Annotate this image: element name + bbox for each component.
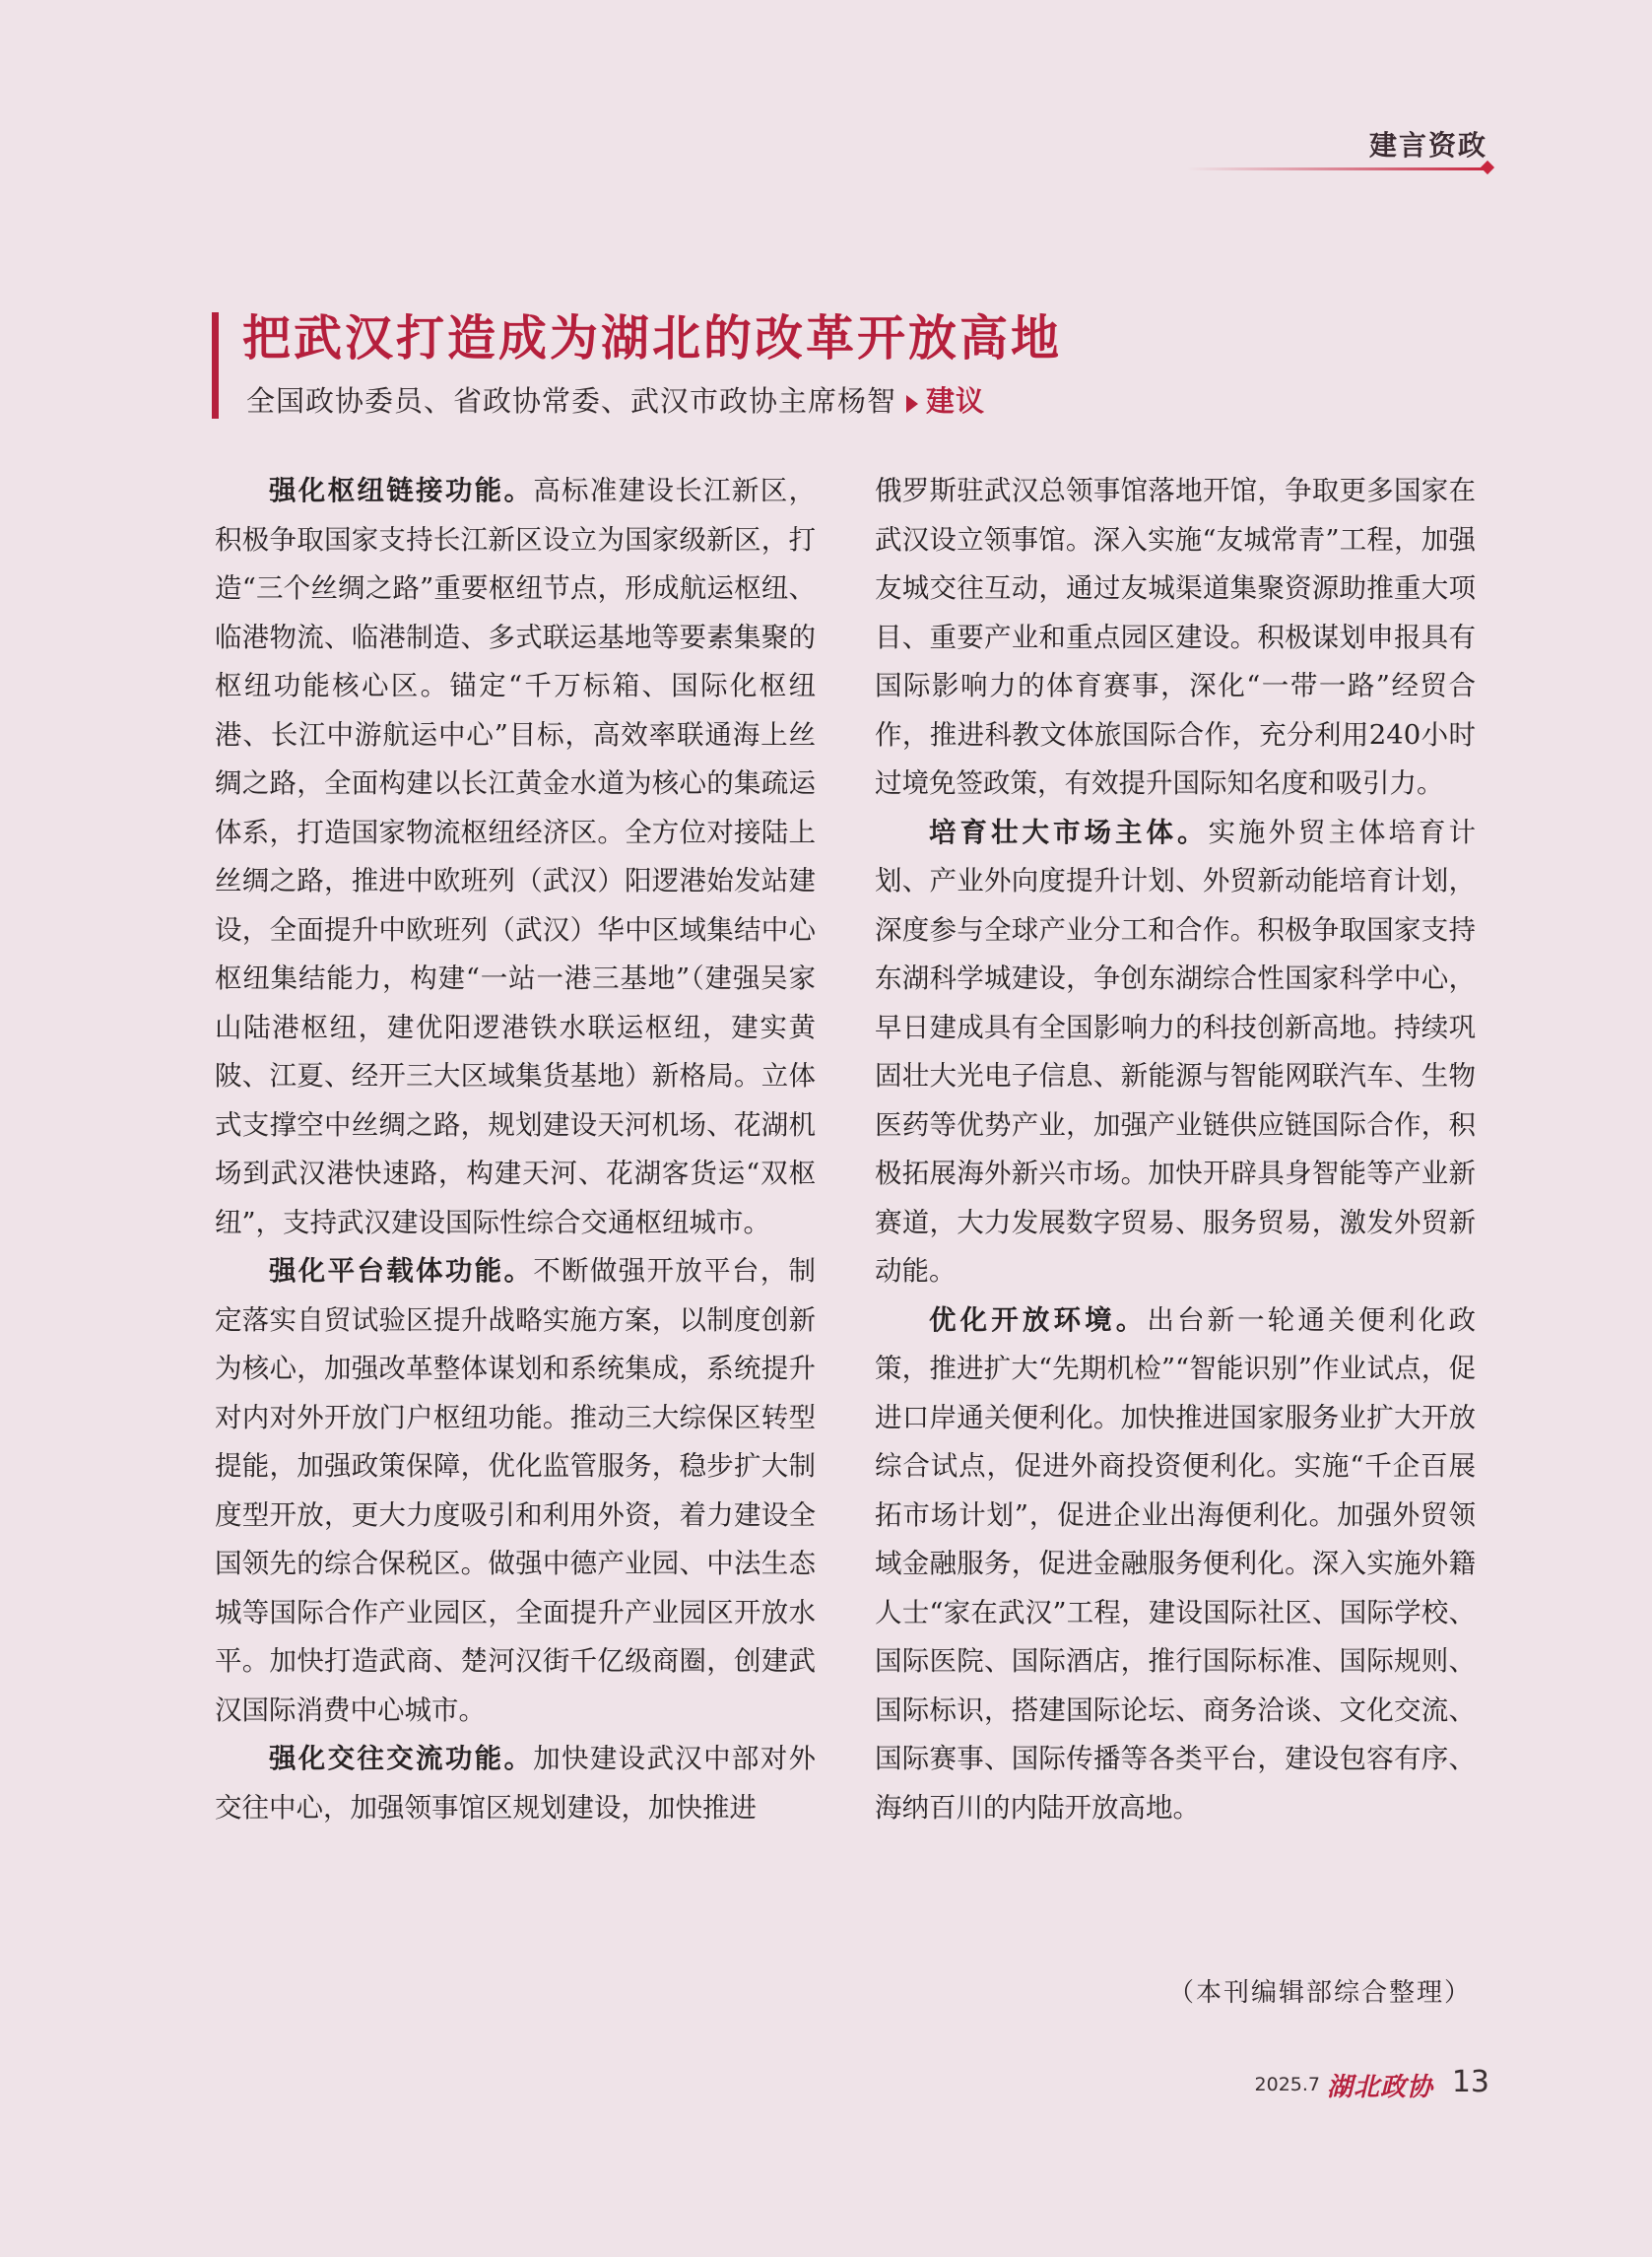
author-line: 全国政协委员、省政协常委、武汉市政协主席杨智 xyxy=(246,384,897,418)
paragraph-lead: 强化平台载体功能。 xyxy=(269,1255,534,1287)
article-byline xyxy=(246,381,1428,421)
article-title: 把武汉打造成为湖北的改革开放高地 xyxy=(242,309,1063,366)
paragraph-text: 高标准建设长江新区，积极争取国家支持长江新区设立为国家级新区，打造“三个丝绸之路”重要枢纽节点，形成航运枢纽、临港物流、临港制造、多式联运基地等要素集聚的枢纽功能核心区。锚定“千万标箱、国际化枢纽港、长江中游航运中心”目标，高效率联通海上丝绸之路，全面构建以长江黄金水道为核心的集疏运体系，打造国家物流枢纽经济区。全方位对接陆上丝绸之路，推进中欧班列（武汉）阳逻港始发站建设，全面提升中欧班列（武汉）华中区域集结中心枢纽集结能力，构建“一站一港三基地”（建强吴家山陆港枢纽，建优阳逻港铁水联运枢纽，建实黄陂、江夏、经开三大区域集货基地）新格局。立体式支撑空中丝绸之路，规划建设天河机场、花湖机场到武汉港快速路，构建天河、花湖客货运“双枢纽”，支持武汉建设国际性综合交通枢纽城市。 xyxy=(215,475,816,1238)
section-divider xyxy=(1187,167,1488,170)
article-type-tag: 建议 xyxy=(926,384,986,418)
editorial-credit: （本刊编辑部综合整理） xyxy=(1167,1978,1472,2008)
section-tag: 建言资政 xyxy=(1368,129,1487,162)
paragraph xyxy=(875,1296,1476,1833)
paragraph xyxy=(215,1735,816,1832)
paragraph xyxy=(875,809,1476,1296)
paragraph-lead: 优化开放环境。 xyxy=(929,1303,1148,1336)
paragraph xyxy=(215,467,816,1247)
paragraph-text: 实施外贸主体培育计划、产业外向度提升计划、外贸新动能培育计划，深度参与全球产业分工和合作。积极争取国家支持东湖科学城建设，争创东湖综合性国家科学中心，早日建成具有全国影响力的科技创新高地。持续巩固壮大光电子信息、新能源与智能网联汽车、生物医药等优势产业，加强产业链供应链国际合作，积极拓展海外新兴市场。加快开辟具身智能等产业新赛道，大力发展数字贸易、服务贸易，激发外贸新动能。 xyxy=(875,816,1476,1287)
paragraph-lead: 强化交往交流功能。 xyxy=(269,1743,534,1774)
triangle-marker-icon xyxy=(906,395,918,413)
paragraph-lead: 培育壮大市场主体。 xyxy=(929,816,1209,848)
paragraph-continued xyxy=(875,467,1476,809)
issue-date: 2025.7 xyxy=(1254,2074,1320,2095)
right-column xyxy=(875,467,1476,1832)
paragraph-text: 俄罗斯驻武汉总领事馆落地开馆，争取更多国家在武汉设立领事馆。深入实施“友城常青”工程，加强友城交往互动，通过友城渠道集聚资源助推重大项目、重要产业和重点园区建设。积极谋划申报具有国际影响力的体育赛事，深化“一带一路”经贸合作，推进科教文体旅国际合作，充分利用240小时过境免签政策，有效提升国际知名度和吸引力。 xyxy=(875,475,1476,799)
paragraph-text: 加快建设武汉中部对外交往中心，加强领事馆区规划建设，加快推进 xyxy=(215,1743,816,1824)
paragraph-lead: 强化枢纽链接功能。 xyxy=(269,475,534,506)
paragraph-text: 出台新一轮通关便利化政策，推进扩大“先期机检”“智能识别”作业试点，促进口岸通关便利化。加快推进国家服务业扩大开放综合试点，促进外商投资便利化。实施“千企百展拓市场计划”，促进企业出海便利化。加强外贸领域金融服务，促进金融服务便利化。深入实施外籍人士“家在武汉”工程，建设国际社区、国际学校、国际医院、国际酒店，推行国际标准、国际规则、国际标识，搭建国际论坛、商务洽谈、文化交流、国际赛事、国际传播等各类平台，建设包容有序、海纳百川的内陆开放高地。 xyxy=(875,1303,1477,1824)
page-number: 13 xyxy=(1451,2065,1489,2099)
magazine-logo: 湖北政协 xyxy=(1327,2073,1434,2102)
left-column xyxy=(215,467,816,1832)
paragraph-text: 不断做强开放平台，制定落实自贸试验区提升战略实施方案，以制度创新为核心，加强改革整体谋划和系统集成，系统提升对内对外开放门户枢纽功能。推动三大综保区转型提能，加强政策保障，优化监管服务，稳步扩大制度型开放，更大力度吸引和利用外资，着力建设全国领先的综合保税区。做强中德产业园、中法生态城等国际合作产业园区，全面提升产业园区开放水平。加快打造武商、楚河汉街千亿级商圈，创建武汉国际消费中心城市。 xyxy=(215,1255,816,1726)
paragraph xyxy=(215,1247,816,1735)
title-accent-bar xyxy=(212,312,219,419)
